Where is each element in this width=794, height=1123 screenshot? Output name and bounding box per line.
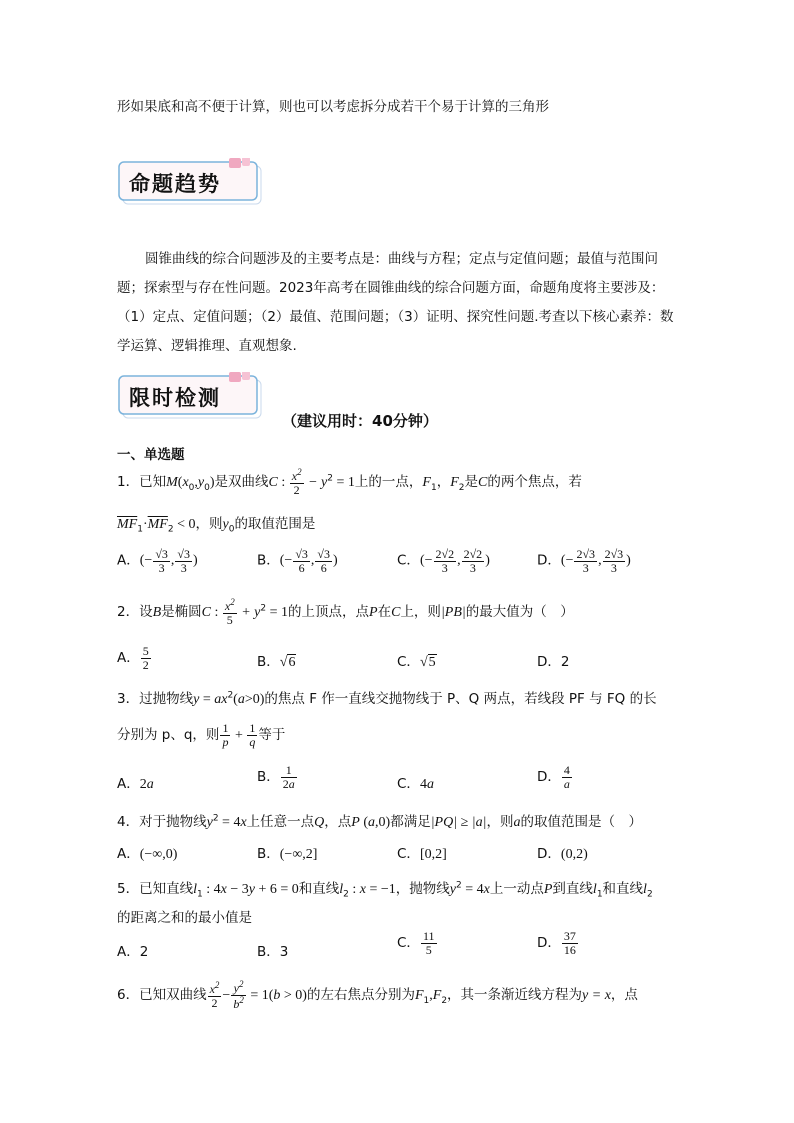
- question-5-line-1: 5．已知直线$l_1$ : 4x − 3y + 6 = 0和直线$l_2$ : x = −1，抛物线$y^2 = 4x$上一动点P到直线$l_1$和直线$l_2$: [117, 880, 653, 900]
- question-5-option-a[interactable]: A．2: [117, 944, 149, 960]
- question-1-option-a[interactable]: A．(− $\frac{√3}{3}$ , $\frac{√3}{3}$ ): [117, 547, 198, 575]
- question-4-option-b[interactable]: B．(−∞,2]: [257, 846, 318, 862]
- trend-paragraph: 圆锥曲线的综合问题涉及的主要考点是：曲线与方程；定点与定值问题；最值与范围问题；探索型与存在性问题。2023年高考在圆锥曲线的综合问题方面，命题角度将主要涉及：（1）定点、定值问题；（2）最值、范围问题；（3）证明、探究性问题.考查以下核心素养：数学运算、逻辑推理、直观想象.: [117, 251, 674, 354]
- question-3-option-c[interactable]: C．4a: [397, 776, 434, 792]
- question-4-option-d[interactable]: D．(0,2): [537, 846, 588, 862]
- question-1-option-d[interactable]: D．(− $\frac{2√3}{3}$ , $\frac{2√3}{3}$ ): [537, 547, 631, 575]
- question-1-option-c[interactable]: C．(− $\frac{2√2}{3}$ , $\frac{2√2}{3}$ ): [397, 547, 490, 575]
- question-4-line-1: 4．对于抛物线$y^2 = 4x$上任意一点Q，点P (a,0)都满足|PQ| ≥ |a|，则a的取值范围是（ ）: [117, 813, 642, 830]
- test-title: 限时检测: [129, 386, 221, 410]
- test-banner: [117, 372, 267, 418]
- question-5-option-c[interactable]: C． $\frac{11}{5}$: [397, 929, 435, 957]
- question-2-option-a[interactable]: A． $\frac{5}{2}$: [117, 644, 149, 672]
- question-3-option-d[interactable]: D． $\frac{4}{a}$: [537, 763, 570, 791]
- time-hint: （建议用时：40分钟）: [282, 412, 438, 430]
- question-3-line-2: 分别为 p、q，则 $\frac{1}{p}$ + $\frac{1}{q}$ 等于: [117, 721, 286, 749]
- question-1-option-b[interactable]: B．(− $\frac{√3}{6}$ , $\frac{√3}{6}$ ): [257, 547, 338, 575]
- question-2-option-d[interactable]: D．2: [537, 654, 570, 670]
- question-4-option-a[interactable]: A．(−∞,0): [117, 846, 178, 862]
- question-6-line-1: 6．已知双曲线 $\frac{x^2}{2}$ − $\frac{y^2}{b^2}$ = 1(b > 0)的左右焦点分别为$F_1,F_2$，其一条渐近线方程为y = x，点: [117, 979, 638, 1011]
- question-5-line-2: 的距离之和的最小值是: [117, 910, 252, 926]
- intro-line: 形如果底和高不便于计算，则也可以考虑拆分成若干个易于计算的三角形: [117, 99, 549, 115]
- question-3-option-b[interactable]: B． $\frac{1}{2a}$: [257, 763, 295, 791]
- question-1-line-2: $\overline{MF}_1\cdot\overline{MF}_2 < 0$，则$y_0$的取值范围是: [117, 516, 316, 535]
- question-3-option-a[interactable]: A．2a: [117, 776, 154, 792]
- question-5-option-d[interactable]: D． $\frac{37}{16}$: [537, 929, 576, 957]
- section-heading: 一、单选题: [117, 447, 185, 463]
- question-2-option-b[interactable]: B．√6: [257, 654, 296, 670]
- question-4-option-c[interactable]: C．[0,2]: [397, 846, 447, 862]
- question-3-line-1: 3．过抛物线$y = ax^2(a>0)$的焦点 F 作一直线交抛物线于 P、Q 两点，若线段 PF 与 FQ 的长: [117, 690, 657, 707]
- trend-title: 命题趋势: [129, 172, 221, 196]
- question-5-option-b[interactable]: B．3: [257, 944, 289, 960]
- question-2-option-c[interactable]: C．√5: [397, 654, 436, 670]
- question-1-line-1: 1．已知$M(x_0,y_0)$是双曲线C : $\frac{x^2}{2}$ − $y^2 = 1$上的一点，$F_1$，$F_2$是C的两个焦点，若: [117, 467, 582, 497]
- trend-banner: [117, 158, 267, 204]
- question-2-line-1: 2．设B是椭圆C : $\frac{x^2}{5}$ + $y^2 = 1$的上顶点，点P在C上，则|PB|的最大值为（ ）: [117, 597, 574, 627]
